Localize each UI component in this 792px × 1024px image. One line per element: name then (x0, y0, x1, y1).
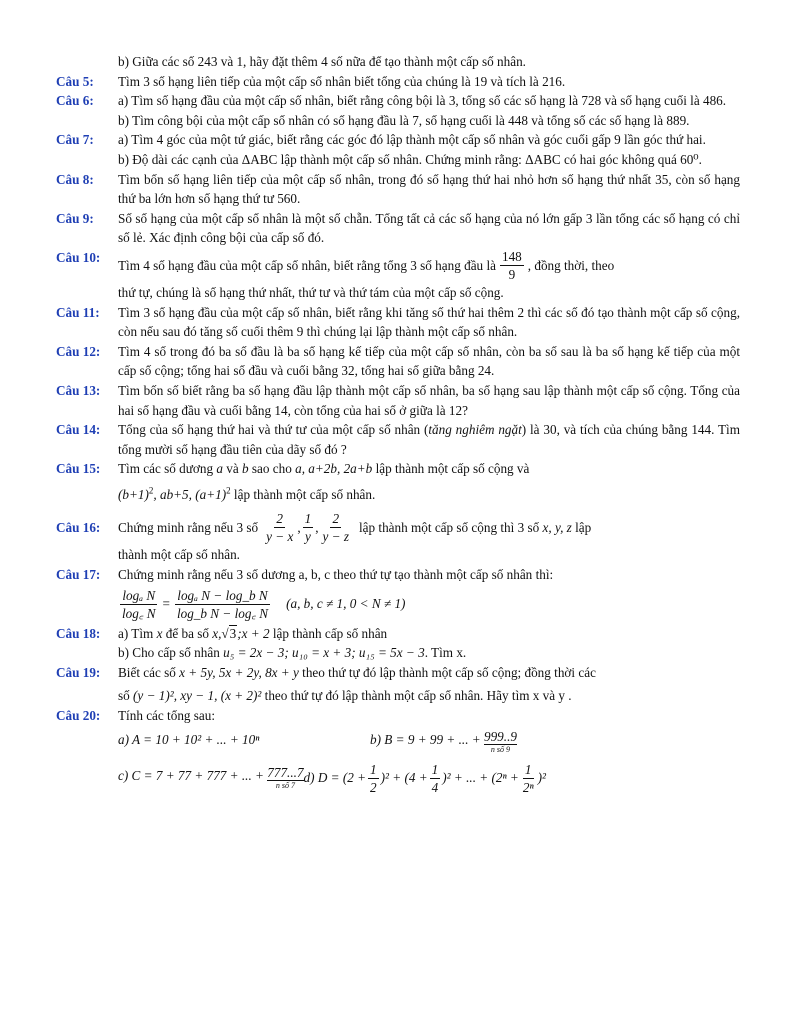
question-16: Câu 16: Chứng minh rằng nếu 3 số $\frac{2}{y - x}$ , $\frac{1}{y}$ , $\frac{2}{y - z}$ lập thành một cấp số cộng thì 3 số x, y, z lập thành một cấp số nhân. (56, 511, 592, 563)
question-14: Câu 14: Tổng của số hạng thứ hai và thứ tư của một cấp số nhân (tăng nghiêm ngặt) là 30, và tích của chúng bằng 144. Tìm tổng mười số hạng đầu tiên của dãy số đó ? (56, 422, 740, 457)
sum-c: c) C = 7 + 77 + 777 + ... + 777...7 n số 7 (118, 764, 304, 790)
question-label: Câu 15: (56, 461, 101, 477)
question-item (56, 381, 740, 420)
sum-b: b) B = 9 + 99 + ... + 999..9 n số 9 (370, 728, 517, 754)
question-text: b) Tìm công bội của một cấp số nhân có số hạng đầu là 7, số hạng cuối là 448 và tổng số các số hạng là 889. (118, 112, 690, 128)
question-label: Câu 9: (56, 210, 94, 226)
question-15: Câu 15: Tìm các số dương a và b sao cho a, a+2b, 2a+b lập thành một cấp số cộng và $(b+1)^2$, ab+5, $(a+1)^2$ lập thành một cấp số nhân. (56, 461, 530, 502)
question-label: Câu 16: (56, 520, 101, 536)
question-text: Tìm bốn số biết rằng ba số hạng đầu lập thành một cấp số nhân, ba số hạng sau lập thành một cấp số cộng. Tổng của hai số hạng đầu và cuối bằng 14, còn tổng của hai số ở giữa là 12? (118, 382, 740, 418)
question-label: Câu 6: (56, 93, 94, 109)
question-label: Câu 19: (56, 664, 101, 680)
question-group-a (56, 52, 740, 248)
question-text: a) Tìm số hạng đầu của một cấp số nhân, biết rằng công bội là 3, tổng số các số hạng là 728 và số hạng cuối là 486. (118, 93, 727, 109)
question-item (56, 342, 740, 381)
question-label: Câu 20: (56, 708, 101, 724)
question-item (56, 52, 740, 72)
question-10: Câu 10: Tìm 4 số hạng đầu của một cấp số nhân, biết rằng tổng 3 số hạng đầu là $\frac{148}{9}$ , đồng thời, theo thứ tự, chúng là số hạng thứ nhất, thứ tư và thứ tám của một cấp số cộng. (56, 248, 615, 300)
question-label: Câu 12: (56, 343, 101, 359)
sum-a: a) A = 10 + 10² + ... + 10ⁿ (118, 731, 260, 747)
question-text: Tìm 3 số hạng liên tiếp của một cấp số nhân biết tổng của chúng là 19 và tích là 216. (118, 73, 566, 89)
question-label: Câu 17: (56, 567, 101, 583)
question-item (56, 130, 740, 169)
question-text: Tìm bốn số hạng liên tiếp của một cấp số nhân, trong đó số hạng thứ hai nhỏ hơn số hạng thứ nhất 35, còn số hạng thứ ba lớn hơn số hạng thứ tư 560. (118, 171, 740, 207)
question-label: Câu 18: (56, 625, 101, 641)
question-20: Câu 20: Tính các tổng sau: a) A = 10 + 10² + ... + 10ⁿ b) B = 9 + 99 + ... + 999..9 n số 9 c) C = 7 + 77 + 777 + ... + 777...7 n số 7 d) D = (2 + $\frac{1}{2}$ )² + (4 + $\frac{1}{4}$ )² + ... + (2ⁿ + $\frac{1}{\text{2ⁿ}}$ )² (56, 708, 546, 795)
question-text: b) Giữa các số 243 và 1, hãy đặt thêm 4 số nữa để tạo thành một cấp số nhân. (118, 54, 526, 69)
question-text: a) Tìm 4 góc của một tứ giác, biết rằng các góc đó lập thành một cấp số nhân và góc cuối gấp 9 lần góc thứ hai. (118, 132, 706, 148)
sum-d: d) D = (2 + $\frac{1}{2}$ )² + (4 + $\frac{1}{4}$ )² + ... + (2ⁿ + $\frac{1}{\text{2ⁿ}}$ )² (303, 761, 546, 795)
question-item (56, 170, 740, 209)
question-text: Tìm 3 số hạng đầu của một cấp số nhân, biết rằng khi tăng số thứ hai thêm 2 thì các số đó tạo thành một cấp số cộng, còn nếu sau đó tăng số cuối thêm 9 thì chúng lại lập thành một cấp số nhân. (118, 304, 740, 340)
question-item (56, 91, 740, 130)
question-label: Câu 13: (56, 382, 101, 398)
question-label: Câu 8: (56, 171, 94, 187)
worksheet-page (56, 52, 740, 802)
question-label: Câu 14: (56, 422, 101, 438)
question-label: Câu 10: (56, 249, 101, 265)
fraction: $\frac{148}{9}$ (501, 248, 522, 282)
question-group-b (56, 303, 740, 421)
question-item (56, 209, 740, 248)
question-label: Câu 7: (56, 132, 94, 148)
question-18: Câu 18: a) Tìm x để ba số x,√3;x + 2 lập thành cấp số nhân b) Cho cấp số nhân u₅ = 2x − 3; u₁₀ = x + 3; u₁₅ = 5x − 3. Tìm x. (56, 625, 467, 661)
question-17: Câu 17: Chứng minh rằng nếu 3 số dương a, b, c theo thứ tự tạo thành một cấp số nhân thì: $\frac{\text{logₐ N}}{\log꜀ N}$ = $\frac{\text{logₐ N − log\_b N}}{\text{log\_b N − log꜀ N}}$ (a, b, c ≠ 1, 0 < N ≠ 1) (56, 567, 554, 621)
question-label: Câu 11: (56, 304, 100, 320)
question-text: Tìm 4 số trong đó ba số đầu là ba số hạng kế tiếp của một cấp số nhân, còn ba số sau là ba số hạng kế tiếp của một cấp số cộng; tổng hai số đầu và cuối bằng 32, tổng hai số giữa bằng 24. (118, 343, 740, 379)
question-item (56, 303, 740, 342)
question-text: b) Độ dài các cạnh của ΔABC lập thành một cấp số nhân. Chứng minh rằng: ΔABC có hai góc không quá 60⁰. (118, 151, 702, 167)
question-text: Số số hạng của một cấp số nhân là một số chẵn. Tổng tất cả các số hạng của nó lớn gấp 3 lần tổng các số hạng có chỉ số lẻ. Xác định công bội của cấp số đó. (118, 210, 740, 246)
question-label: Câu 5: (56, 73, 94, 89)
question-item (56, 72, 740, 92)
question-19: Câu 19: Biết các số x + 5y, 5x + 2y, 8x + y theo thứ tự đó lập thành một cấp số cộng; đồng thời các số (y − 1)², xy − 1, (x + 2)² theo thứ tự đó lập thành một cấp số nhân. Hãy tìm x và y . (56, 664, 596, 704)
